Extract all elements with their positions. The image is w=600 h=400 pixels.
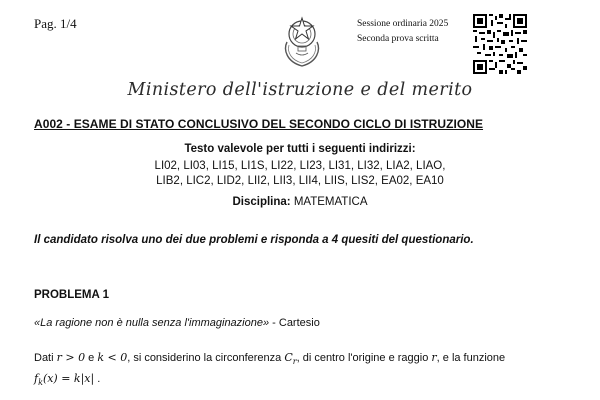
math-function-definition: (x) = k|x| <box>42 372 95 386</box>
addresses-heading: Testo valevole per tutti i seguenti indirizzi: <box>184 143 416 155</box>
problem-title: PROBLEMA 1 <box>34 289 109 301</box>
ministry-name: Ministero dell'istruzione e del merito <box>127 80 473 100</box>
quote <box>34 317 320 329</box>
statement-text: e <box>85 352 98 364</box>
problem-statement-line-2 <box>34 370 505 391</box>
statement-text: , si considerino la circonferenza <box>127 352 285 364</box>
math-r-condition: r > 0 <box>56 351 86 364</box>
math-function-symbol: f <box>34 372 39 386</box>
page-number: Pag. 1/4 <box>34 16 77 31</box>
session-label: Sessione ordinaria 2025 <box>357 19 449 29</box>
problem-statement-line-1 <box>34 349 505 370</box>
subject-line <box>0 196 600 208</box>
statement-text: Dati <box>34 352 57 364</box>
qr-code <box>473 14 527 74</box>
test-label: Seconda prova scritta <box>357 34 439 44</box>
quote-author: - Cartesio <box>269 317 320 329</box>
statement-text: . <box>94 373 101 386</box>
statement-text: , di centro l'origine e raggio <box>296 352 432 364</box>
subject-label: Disciplina: <box>232 196 291 208</box>
statement-text: , e la funzione <box>436 352 506 364</box>
address-codes-line-1: LI02, LI03, LI15, LI1S, LI22, LI23, LI31, LI32, LIA2, LIAO, <box>154 160 446 172</box>
math-function-subscript: k <box>38 378 43 388</box>
session-info <box>357 17 448 47</box>
exam-title: A002 - ESAME DI STATO CONCLUSIVO DEL SECONDO CICLO DI ISTRUZIONE <box>34 117 484 131</box>
problem-statement <box>34 349 505 391</box>
math-circle-symbol: C <box>284 351 293 364</box>
italian-republic-emblem <box>281 12 323 68</box>
address-codes-line-2: LIB2, LIC2, LID2, LII2, LII3, LII4, LIIS, LIS2, EA02, EA10 <box>156 175 444 187</box>
math-circle-subscript: r <box>292 357 297 367</box>
math-k-condition: k < 0 <box>97 351 128 364</box>
subject-value: MATEMATICA <box>290 196 368 208</box>
instructions: Il candidato risolva uno dei due problemi e risponda a 4 quesiti del questionario. <box>34 234 474 246</box>
math-radius: r <box>431 351 437 364</box>
quote-text: «La ragione non è nulla senza l'immaginazione» <box>34 317 270 329</box>
